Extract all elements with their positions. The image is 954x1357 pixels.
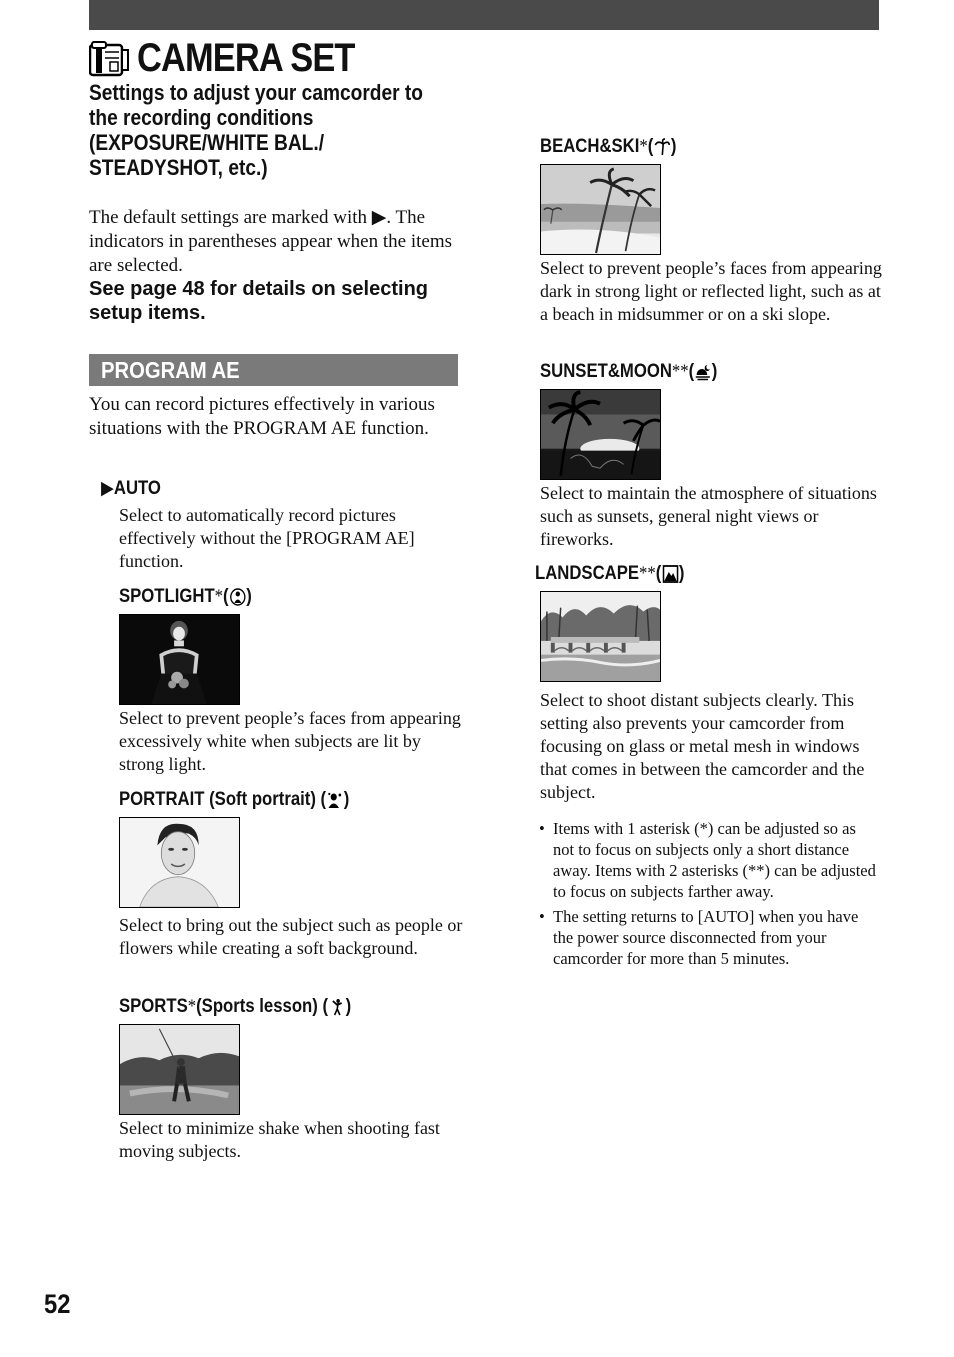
spotlight-heading — [119, 585, 252, 609]
section-title: PROGRAM AE — [101, 357, 240, 383]
sports-photo — [119, 1024, 240, 1115]
portrait-photo — [119, 817, 240, 908]
paren-close: ) — [678, 563, 685, 584]
section-intro: You can record pictures effectively in various situations with the PROGRAM AE function. — [89, 394, 435, 439]
beach-description: Select to prevent people’s faces from appearing dark in strong light or reflected light, such as at a beach in midsummer or on a ski slope. — [540, 258, 882, 324]
landscape-asterisk: ** — [639, 563, 656, 584]
portrait-description: Select to bring out the subject such as people or flowers while creating a soft background. — [119, 915, 463, 958]
spotlight-icon — [229, 588, 245, 606]
sports-label: SPORTS — [119, 996, 188, 1017]
auto-description: Select to automatically record pictures effectively without the [PROGRAM AE] function. — [119, 505, 415, 571]
portrait-icon — [327, 791, 343, 809]
landscape-photo — [540, 591, 661, 682]
sports-heading — [119, 995, 351, 1019]
paren-open: ( — [647, 136, 654, 157]
landscape-heading — [535, 562, 685, 586]
top-header-bar — [89, 0, 879, 30]
intro-reference: See page 48 for details on selecting setup items. — [89, 278, 429, 324]
paren-close: ) — [711, 361, 718, 382]
page-title-row — [89, 36, 390, 81]
sports-description: Select to minimize shake when shooting fast moving subjects. — [119, 1118, 440, 1161]
page-subtitle: Settings to adjust your camcorder to the recording conditions (EXPOSURE/WHITE BAL./ STEADYSHOT, etc.) — [89, 80, 423, 180]
default-marker: ▶ — [101, 478, 114, 499]
spotlight-photo — [119, 614, 240, 705]
sunset-moon-icon — [695, 363, 711, 381]
spotlight-asterisk: * — [214, 586, 224, 607]
page-title: CAMERA SET — [137, 36, 355, 80]
sunset-label: SUNSET&MOON — [540, 361, 672, 382]
sports-icon — [329, 998, 345, 1016]
paren-close: ) — [246, 586, 252, 607]
note-text: The setting returns to [AUTO] when you have the power source disconnected from your camcorder for more than 5 minutes. — [553, 907, 859, 968]
spotlight-label: SPOTLIGHT — [119, 586, 215, 607]
landscape-label: LANDSCAPE — [535, 563, 640, 584]
sports-asterisk: * — [187, 996, 197, 1017]
paren-close: ) — [345, 996, 352, 1017]
beach-heading — [540, 135, 676, 159]
sunset-heading — [540, 360, 717, 384]
paren-open: ( — [688, 361, 695, 382]
auto-label: AUTO — [113, 478, 161, 499]
bullet-mark: • — [539, 819, 545, 838]
beach-label: BEACH&SKI — [540, 136, 640, 157]
section-header — [89, 354, 458, 386]
note-item — [537, 818, 877, 902]
note-item — [537, 906, 877, 969]
portrait-label: PORTRAIT (Soft portrait) ( — [119, 789, 327, 810]
camcorder-icon — [89, 40, 129, 78]
paren-open: ( — [223, 586, 229, 607]
landscape-icon — [662, 565, 678, 583]
paren-open: ( — [655, 563, 662, 584]
sunset-description: Select to maintain the atmosphere of situations such as sunsets, general night views or fireworks. — [540, 483, 877, 549]
intro-text: The default settings are marked with ▶. The indicators in parentheses appear when the items are selected. — [89, 207, 452, 276]
sunset-asterisk: ** — [671, 361, 689, 382]
sunset-photo — [540, 389, 661, 480]
notes-list — [537, 818, 877, 973]
beach-photo — [540, 164, 661, 255]
bullet-mark: • — [539, 907, 545, 926]
landscape-description: Select to shoot distant subjects clearly. This setting also prevents your camcorder from focusing on glass or metal mesh in windows that comes in between the camcorder and the subject. — [540, 690, 865, 802]
beach-icon — [654, 138, 670, 156]
auto-heading — [101, 477, 161, 501]
page-number: 52 — [44, 1289, 71, 1319]
sports-suffix: (Sports lesson) ( — [196, 996, 329, 1017]
paren-close: ) — [343, 789, 350, 810]
beach-asterisk: * — [639, 136, 648, 157]
paren-close: ) — [670, 136, 677, 157]
spotlight-description: Select to prevent people’s faces from appearing excessively white when subjects are lit by strong light. — [119, 708, 461, 774]
note-text: Items with 1 asterisk (*) can be adjusted so as not to focus on subjects only a short distance away. Items with 2 asterisks (**) can be adjusted to focus on subjects farther away. — [553, 819, 876, 901]
portrait-heading — [119, 788, 349, 812]
